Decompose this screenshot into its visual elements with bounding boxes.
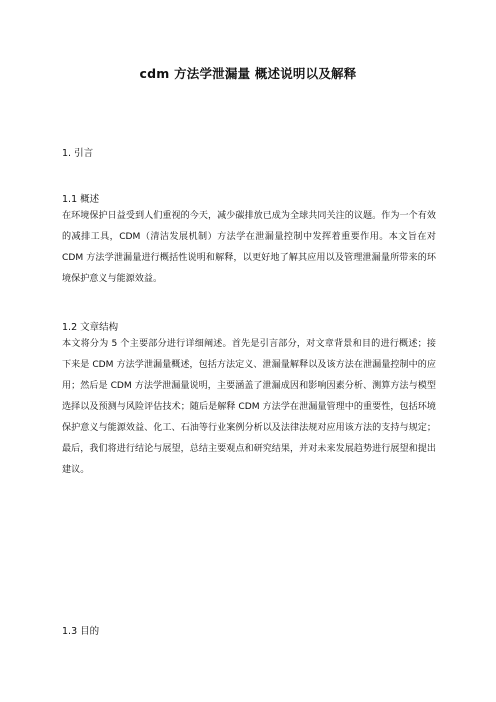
section-heading-overview: 1.1 概述 xyxy=(62,194,100,205)
paragraph-overview: 在环境保护日益受到人们重视的今天，减少碳排放已成为全球共同关注的议题。作为一个有效的减排工具，CDM（清洁发展机制）方法学在泄漏量控制中发挥着重要作用。本文旨在对 CDM 方法学泄漏量进行概括性说明和解释，以更好地了解其应用以及管理泄漏量所带来的环境保护意义与能源效益。 xyxy=(62,211,436,284)
document-title: cdm 方法学泄漏量 概述说明以及解释 xyxy=(139,66,357,81)
section-heading-structure: 1.2 文章结构 xyxy=(62,322,119,333)
section-heading-introduction: 1. 引言 xyxy=(62,148,94,159)
section-heading-purpose: 1.3 目的 xyxy=(62,626,100,637)
paragraph-structure: 本文将分为 5 个主要部分进行详细阐述。首先是引言部分，对文章背景和目的进行概述；接下来是 CDM 方法学泄漏量概述，包括方法定义、泄漏量解释以及该方法在泄漏量控制中的应用；然后是 CDM 方法学泄漏量说明，主要涵盖了泄漏成因和影响因素分析、测算方法与模型选择以及预测与风险评估技术；随后是解释 CDM 方法学在泄漏量管理中的重要性，包括环境保护意义与能源效益、化工、石油等行业案例分析以及法律法规对应用该方法的支持与规定；最后，我们将进行结论与展望，总结主要观点和研究结果，并对未来发展趋势进行展望和提出建议。 xyxy=(62,339,436,475)
